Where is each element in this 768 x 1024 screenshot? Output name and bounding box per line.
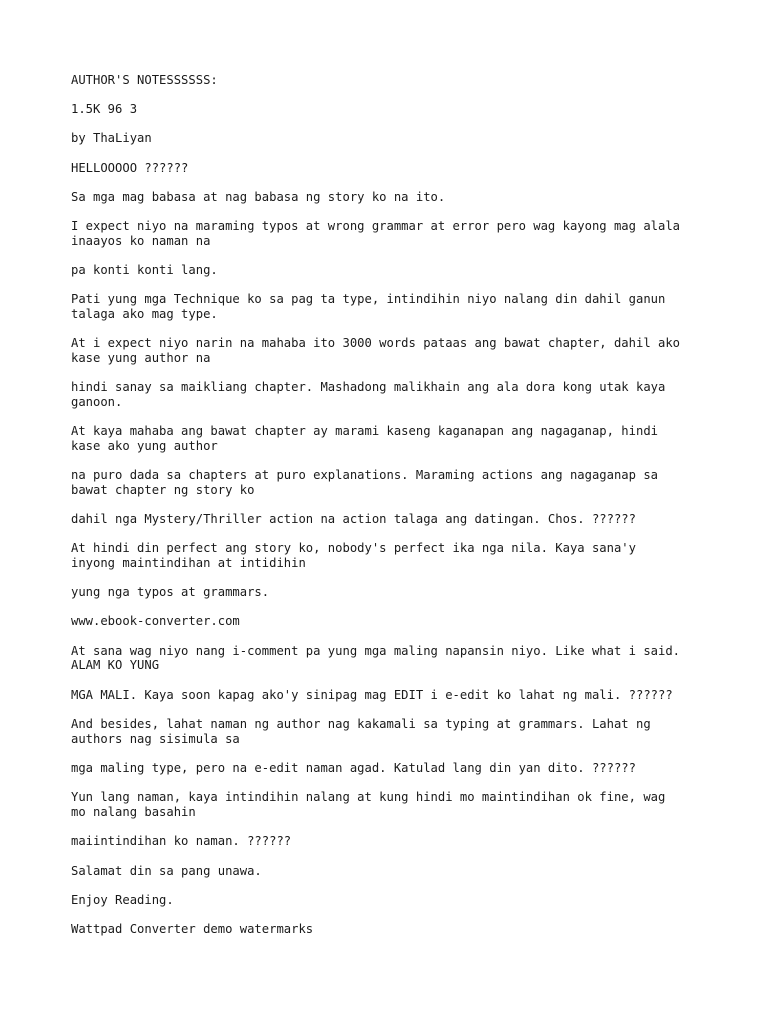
paragraph-text: authors nag sisimula sa	[71, 732, 240, 746]
paragraph-text: inaayos ko naman na	[71, 234, 211, 248]
paragraph-text: And besides, lahat naman ng author nag kakamali sa typing at grammars. Lahat ng	[71, 717, 651, 731]
story-stats: 1.5K 96 3	[71, 102, 138, 116]
paragraph-text: At sana wag niyo nang i-comment pa yung mga maling napansin niyo. Like what i said.	[71, 644, 681, 658]
paragraph-text: At hindi din perfect ang story ko, nobody's perfect ika nga nila. Kaya sana'y	[71, 541, 636, 555]
paragraph-text: inyong maintindihan at intidihin	[71, 556, 306, 570]
paragraph-text: bawat chapter ng story ko	[71, 483, 255, 497]
paragraph-text: pa konti konti lang.	[71, 263, 218, 277]
note-title: AUTHOR'S NOTESSSSSS:	[71, 73, 218, 87]
paragraph-text: At i expect niyo narin na mahaba ito 3000 words pataas ang bawat chapter, dahil ako	[71, 336, 681, 350]
source-url: www.ebook-converter.com	[71, 614, 240, 628]
paragraph-text: MGA MALI. Kaya soon kapag ako'y sinipag mag EDIT i e-edit ko lahat ng mali. ??????	[71, 688, 673, 702]
paragraph-text: Enjoy Reading.	[71, 893, 174, 907]
paragraph-text: ganoon.	[71, 395, 123, 409]
paragraph-text: Sa mga mag babasa at nag babasa ng story ko na ito.	[71, 190, 446, 204]
paragraph-text: yung nga typos at grammars.	[71, 585, 270, 599]
document-page	[71, 0, 711, 1024]
paragraph-text: mo nalang basahin	[71, 805, 196, 819]
paragraph-text: dahil nga Mystery/Thriller action na action talaga ang datingan. Chos. ??????	[71, 512, 636, 526]
watermark-text: Wattpad Converter demo watermarks	[71, 922, 314, 936]
paragraph-text: Yun lang naman, kaya intindihin nalang at kung hindi mo maintindihan ok fine, wag	[71, 790, 666, 804]
paragraph-text: maiintindihan ko naman. ??????	[71, 834, 292, 848]
paragraph-text: talaga ako mag type.	[71, 307, 218, 321]
paragraph-text: na puro dada sa chapters at puro explanations. Maraming actions ang nagaganap sa	[71, 468, 658, 482]
paragraph-text: I expect niyo na maraming typos at wrong grammar at error pero wag kayong mag alala	[71, 219, 681, 233]
paragraph-text: mga maling type, pero na e-edit naman agad. Katulad lang din yan dito. ??????	[71, 761, 636, 775]
paragraph-text: kase yung author na	[71, 351, 211, 365]
paragraph-text: kase ako yung author	[71, 439, 218, 453]
paragraph-text: At kaya mahaba ang bawat chapter ay marami kaseng kaganapan ang nagaganap, hindi	[71, 424, 658, 438]
paragraph-text: Salamat din sa pang unawa.	[71, 864, 262, 878]
greeting-line: HELLOOOOO ??????	[71, 161, 189, 175]
paragraph-text: ALAM KO YUNG	[71, 658, 160, 672]
author-byline: by ThaLiyan	[71, 131, 152, 145]
paragraph-text: Pati yung mga Technique ko sa pag ta type, intindihin niyo nalang din dahil ganun	[71, 292, 666, 306]
paragraph-text: hindi sanay sa maikliang chapter. Mashadong malikhain ang ala dora kong utak kaya	[71, 380, 666, 394]
